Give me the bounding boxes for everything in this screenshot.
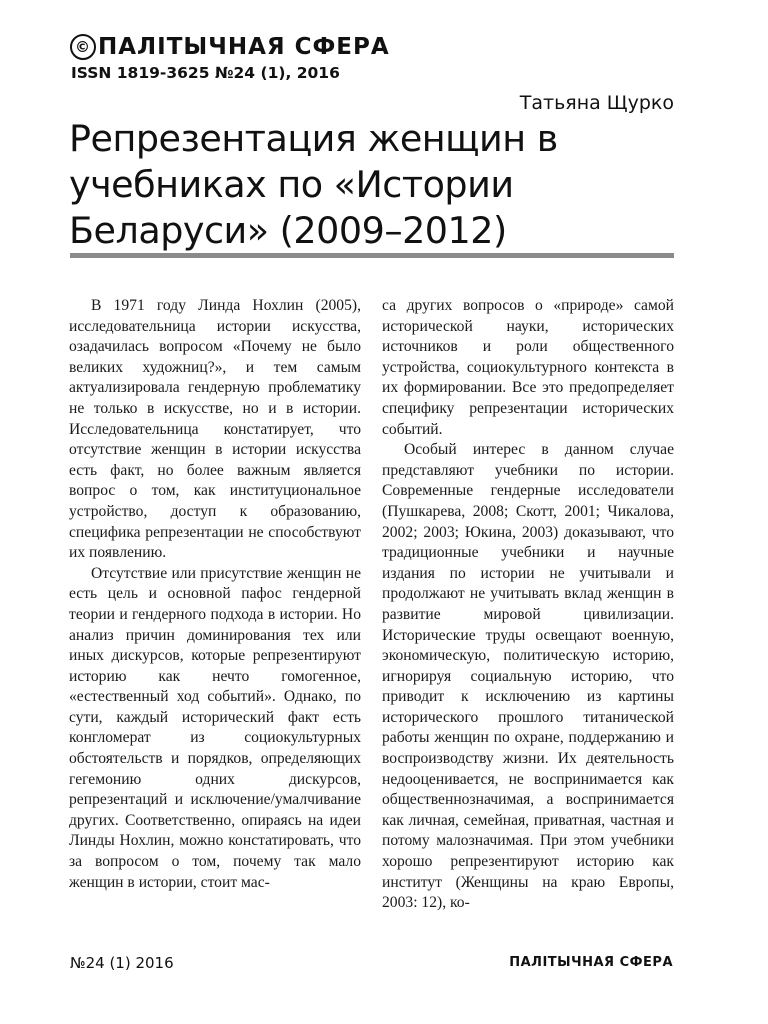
copyright-sign: ©: [70, 34, 96, 60]
issn-line: ISSN 1819-3625 №24 (1), 2016: [71, 64, 340, 82]
article-author: Татьяна Щурко: [519, 92, 674, 114]
right-text-column: [382, 296, 674, 914]
body-paragraph: В 1971 году Линда Нохлин (2005), исследовательница истории искусства, озадачилась вопросом «Почему не было великих художниц?», и тем самым актуализировала гендерную проблематику не только в искусстве, но и в истории. Исследовательница констатирует, что отсутствие женщин в истории искусства есть факт, но более важным является вопрос о том, как институциональное устройство, доступ к образованию, специфика репрезентации не способствуют их появлению.: [69, 297, 361, 562]
article-title: Репрезентация женщин в учебниках по «Истории Беларуси» (2009–2012): [69, 117, 558, 252]
footer-journal-name: ПАЛІТЫЧНАЯ СФЕРА: [509, 955, 673, 970]
body-paragraph: Отсутствие или присутствие женщин не есть цель и основной пафос гендерной теории и гендерного подхода в истории. Но анализ причин доминирования тех или иных дискурсов, которые репрезентируют историю как нечто гомогенное, «естественный ход событий». Однако, по сути, каждый исторический факт есть конгломерат из социокультурных обстоятельств и порядков, определяющих гегемонию одних дискурсов, репрезентаций и исключение/умалчивание других. Соответственно, опираясь на идеи Линды Нохлин, можно констатировать, что за вопросом о том, почему так мало женщин в истории, стоит мас-: [69, 564, 361, 891]
footer-issue: №24 (1) 2016: [70, 954, 174, 972]
title-divider: [70, 253, 674, 258]
body-paragraph-continuation: са других вопросов о «природе» самой исторической науки, исторических источников и роли общественного устройства, социокультурного контекста в их формировании. Все это предопределяет специфику репрезентации исторических событий.: [382, 297, 674, 438]
journal-name: ПАЛІТЫЧНАЯ СФЕРА: [98, 34, 390, 60]
left-text-column: [69, 296, 361, 893]
journal-logo: [70, 34, 390, 60]
body-paragraph: Особый интерес в данном случае представляют учебники по истории. Современные гендерные исследователи (Пушкарева, 2008; Скотт, 2001; Чикалова, 2002; 2003; Юкина, 2003) доказывают, что традиционные учебники и научные издания по истории не учитывали и продолжают не учитывать вклад женщин в развитие мировой цивилизации. Исторические труды освещают военную, экономическую, политическую историю, игнорируя социальную историю, что приводит к исключению из картины исторического прошлого титанической работы женщин по охране, поддержанию и воспроизводству жизни. Их деятельность недооценивается, не воспринимается как общественнозначимая, а воспринимается как личная, семейная, приватная, частная и потому малозначимая. При этом учебники хорошо репрезентируют историю как институт (Женщины на краю Европы, 2003: 12), ко-: [382, 441, 674, 912]
